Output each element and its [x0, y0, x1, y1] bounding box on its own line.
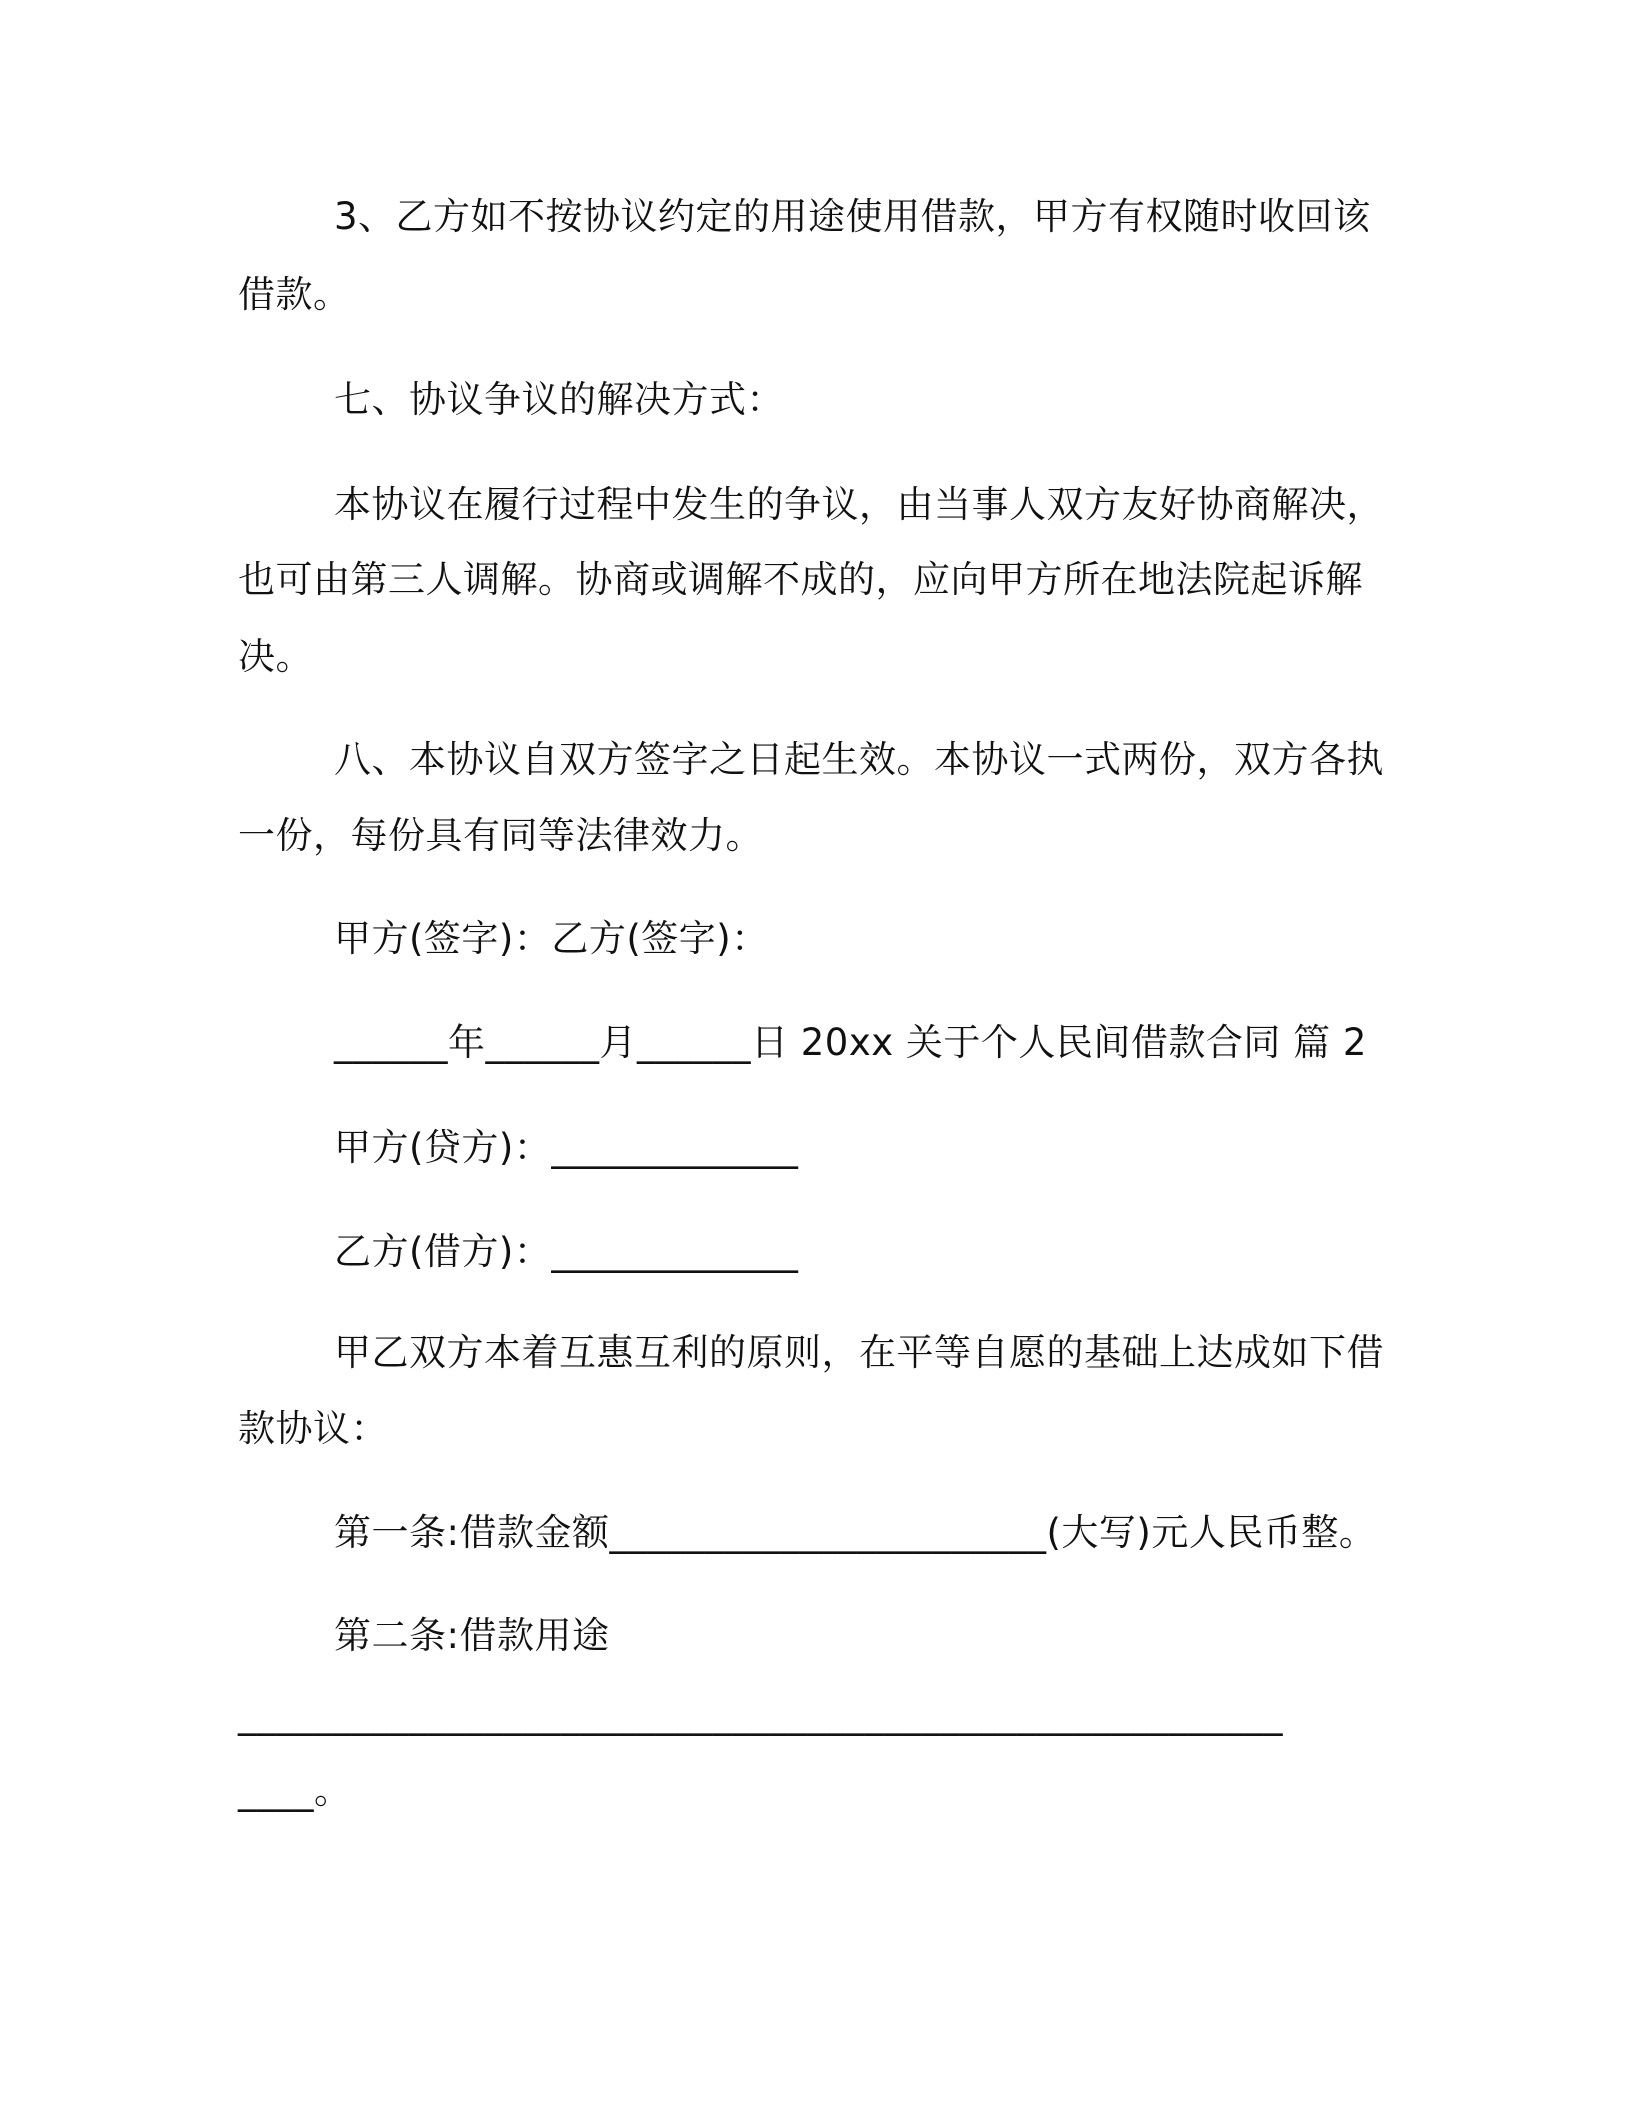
party-b-borrower: 乙方(借方)：_____________	[334, 1230, 799, 1273]
section-7-text-line-2: 也可由第三人调解。协商或调解不成的，应向甲方所在地法院起诉解	[238, 558, 1363, 601]
date-and-contract-title: ______年______月______日 20xx 关于个人民间借款合同 篇 2	[334, 1021, 1367, 1064]
section-7-heading: 七、协议争议的解决方式：	[334, 378, 784, 421]
preamble-line-1: 甲乙双方本着互惠互利的原则，在平等自愿的基础上达成如下借	[334, 1331, 1384, 1374]
section-7-text-line-1: 本协议在履行过程中发生的争议，由当事人双方友好协商解决，	[334, 483, 1384, 526]
article-1-loan-amount: 第一条:借款金额_______________________(大写)元人民币整。	[334, 1511, 1377, 1554]
article-2-loan-purpose: 第二条:借款用途	[334, 1614, 610, 1657]
purpose-blank-line-1: _______________________________________________________	[238, 1693, 1283, 1736]
preamble-line-2: 款协议：	[238, 1407, 388, 1450]
party-a-lender: 甲方(贷方)：_____________	[334, 1126, 799, 1169]
section-7-text-line-3: 决。	[238, 635, 313, 678]
section-8-line-1: 八、本协议自双方签字之日起生效。本协议一式两份，双方各执	[334, 738, 1384, 781]
purpose-blank-line-2: ____。	[238, 1769, 352, 1812]
clause-3-line-2: 借款。	[238, 273, 351, 316]
clause-3-line-1: 3、乙方如不按协议约定的用途使用借款，甲方有权随时收回该	[334, 195, 1371, 238]
section-8-line-2: 一份，每份具有同等法律效力。	[238, 814, 763, 857]
signature-line: 甲方(签字)：乙方(签字)：	[334, 917, 769, 960]
